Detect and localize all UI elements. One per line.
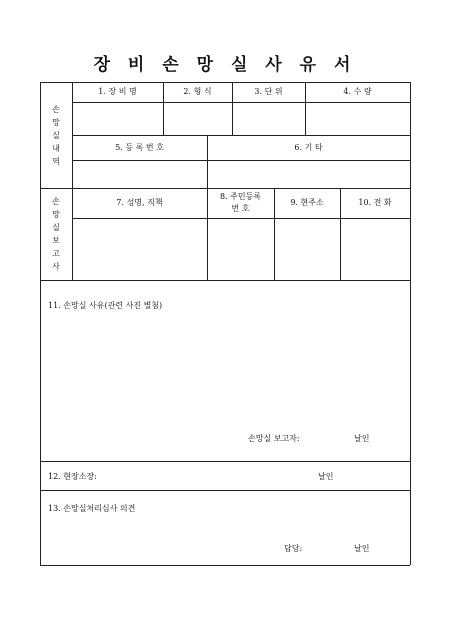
header-resident-number: 8. 주민등록 번 호: [219, 192, 262, 213]
header-phone: 10. 전 화: [358, 198, 392, 208]
address-field[interactable]: [274, 218, 340, 280]
model-field[interactable]: [163, 102, 232, 135]
reason-field[interactable]: [44, 314, 406, 424]
quantity-field[interactable]: [305, 102, 410, 135]
site-manager-label: 12. 현장소장:: [48, 472, 97, 481]
section-label-loss-reporter: 손망실보고사: [52, 197, 60, 271]
table-border-right: [410, 82, 411, 565]
header-quantity: 4. 수 량: [343, 87, 372, 97]
header-registration-number: 5. 등 록 번 호: [115, 142, 164, 152]
header-model: 2. 형 식: [183, 87, 212, 97]
section-label-loss-details: 손망실내역: [52, 104, 60, 166]
section-divider: [40, 461, 410, 462]
header-unit: 3. 단 위: [254, 87, 283, 97]
document-title: 장 비 손 망 실 사 유 서: [93, 55, 357, 75]
opinion-label: 13. 손망실처리심사 의견: [48, 504, 136, 513]
unit-field[interactable]: [232, 102, 305, 135]
opinion-field[interactable]: [44, 516, 406, 538]
reason-label: 11. 손망실 사유(관련 사진 별첨): [48, 301, 163, 310]
other-field[interactable]: [207, 160, 410, 188]
header-name-position: 7. 성명, 직책: [116, 198, 163, 208]
reporter-signature-label: 손망실 보고자:: [248, 434, 300, 443]
site-manager-seal-label: 날인: [318, 472, 334, 481]
section-divider: [40, 280, 410, 281]
table-border-bottom: [40, 565, 410, 566]
header-equipment-name: 1. 장 비 명: [98, 87, 137, 97]
resident-number-field[interactable]: [207, 218, 274, 280]
name-position-field[interactable]: [72, 218, 207, 280]
phone-field[interactable]: [340, 218, 410, 280]
person-in-charge-label: 담당:: [284, 544, 303, 553]
reporter-seal-label: 날인: [354, 434, 370, 443]
header-other: 6. 기 타: [294, 142, 323, 152]
section-divider: [40, 490, 410, 491]
registration-number-field[interactable]: [72, 160, 207, 188]
header-address: 9. 현주소: [290, 198, 324, 208]
person-in-charge-seal-label: 날인: [354, 544, 370, 553]
equipment-name-field[interactable]: [72, 102, 163, 135]
site-manager-field[interactable]: [110, 466, 310, 484]
